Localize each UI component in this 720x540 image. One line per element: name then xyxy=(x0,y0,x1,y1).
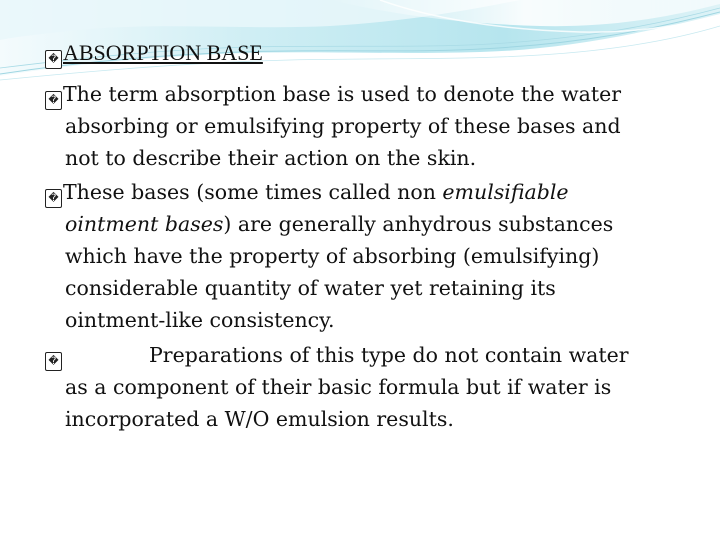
text-line: ointment-like consistency. xyxy=(65,308,335,332)
slide-title xyxy=(45,39,263,69)
text-line: incorporated a W/O emulsion results. xyxy=(65,407,454,431)
text-line: which have the property of absorbing (emulsifying) xyxy=(65,244,600,268)
text-line xyxy=(45,208,710,240)
italic-term: emulsifiable xyxy=(442,180,569,204)
bullet-paragraph-preparations xyxy=(45,339,710,435)
bullet-icon: � xyxy=(45,91,62,110)
text-run: ) are generally anhydrous substances xyxy=(223,212,614,236)
bullet-paragraph-definition xyxy=(45,78,710,174)
text-line xyxy=(45,176,710,208)
text-run: The term absorption base is used to denote the water xyxy=(63,82,622,106)
text-line xyxy=(45,339,710,371)
bullet-icon: � xyxy=(45,189,62,208)
text-line: not to describe their action on the skin. xyxy=(65,146,477,170)
text-run: These bases (some times called non xyxy=(63,180,443,204)
text-line xyxy=(45,78,710,110)
slide-title-text: ABSORPTION BASE xyxy=(63,40,263,65)
bullet-icon: � xyxy=(45,50,62,69)
italic-term: ointment bases xyxy=(65,212,224,236)
bullet-paragraph-properties xyxy=(45,176,710,336)
text-run: Preparations of this type do not contain water xyxy=(149,343,629,367)
text-line: as a component of their basic formula but if water is xyxy=(65,375,612,399)
text-line: absorbing or emulsifying property of these bases and xyxy=(65,114,621,138)
text-line: considerable quantity of water yet retaining its xyxy=(65,276,556,300)
bullet-icon: � xyxy=(45,352,62,371)
